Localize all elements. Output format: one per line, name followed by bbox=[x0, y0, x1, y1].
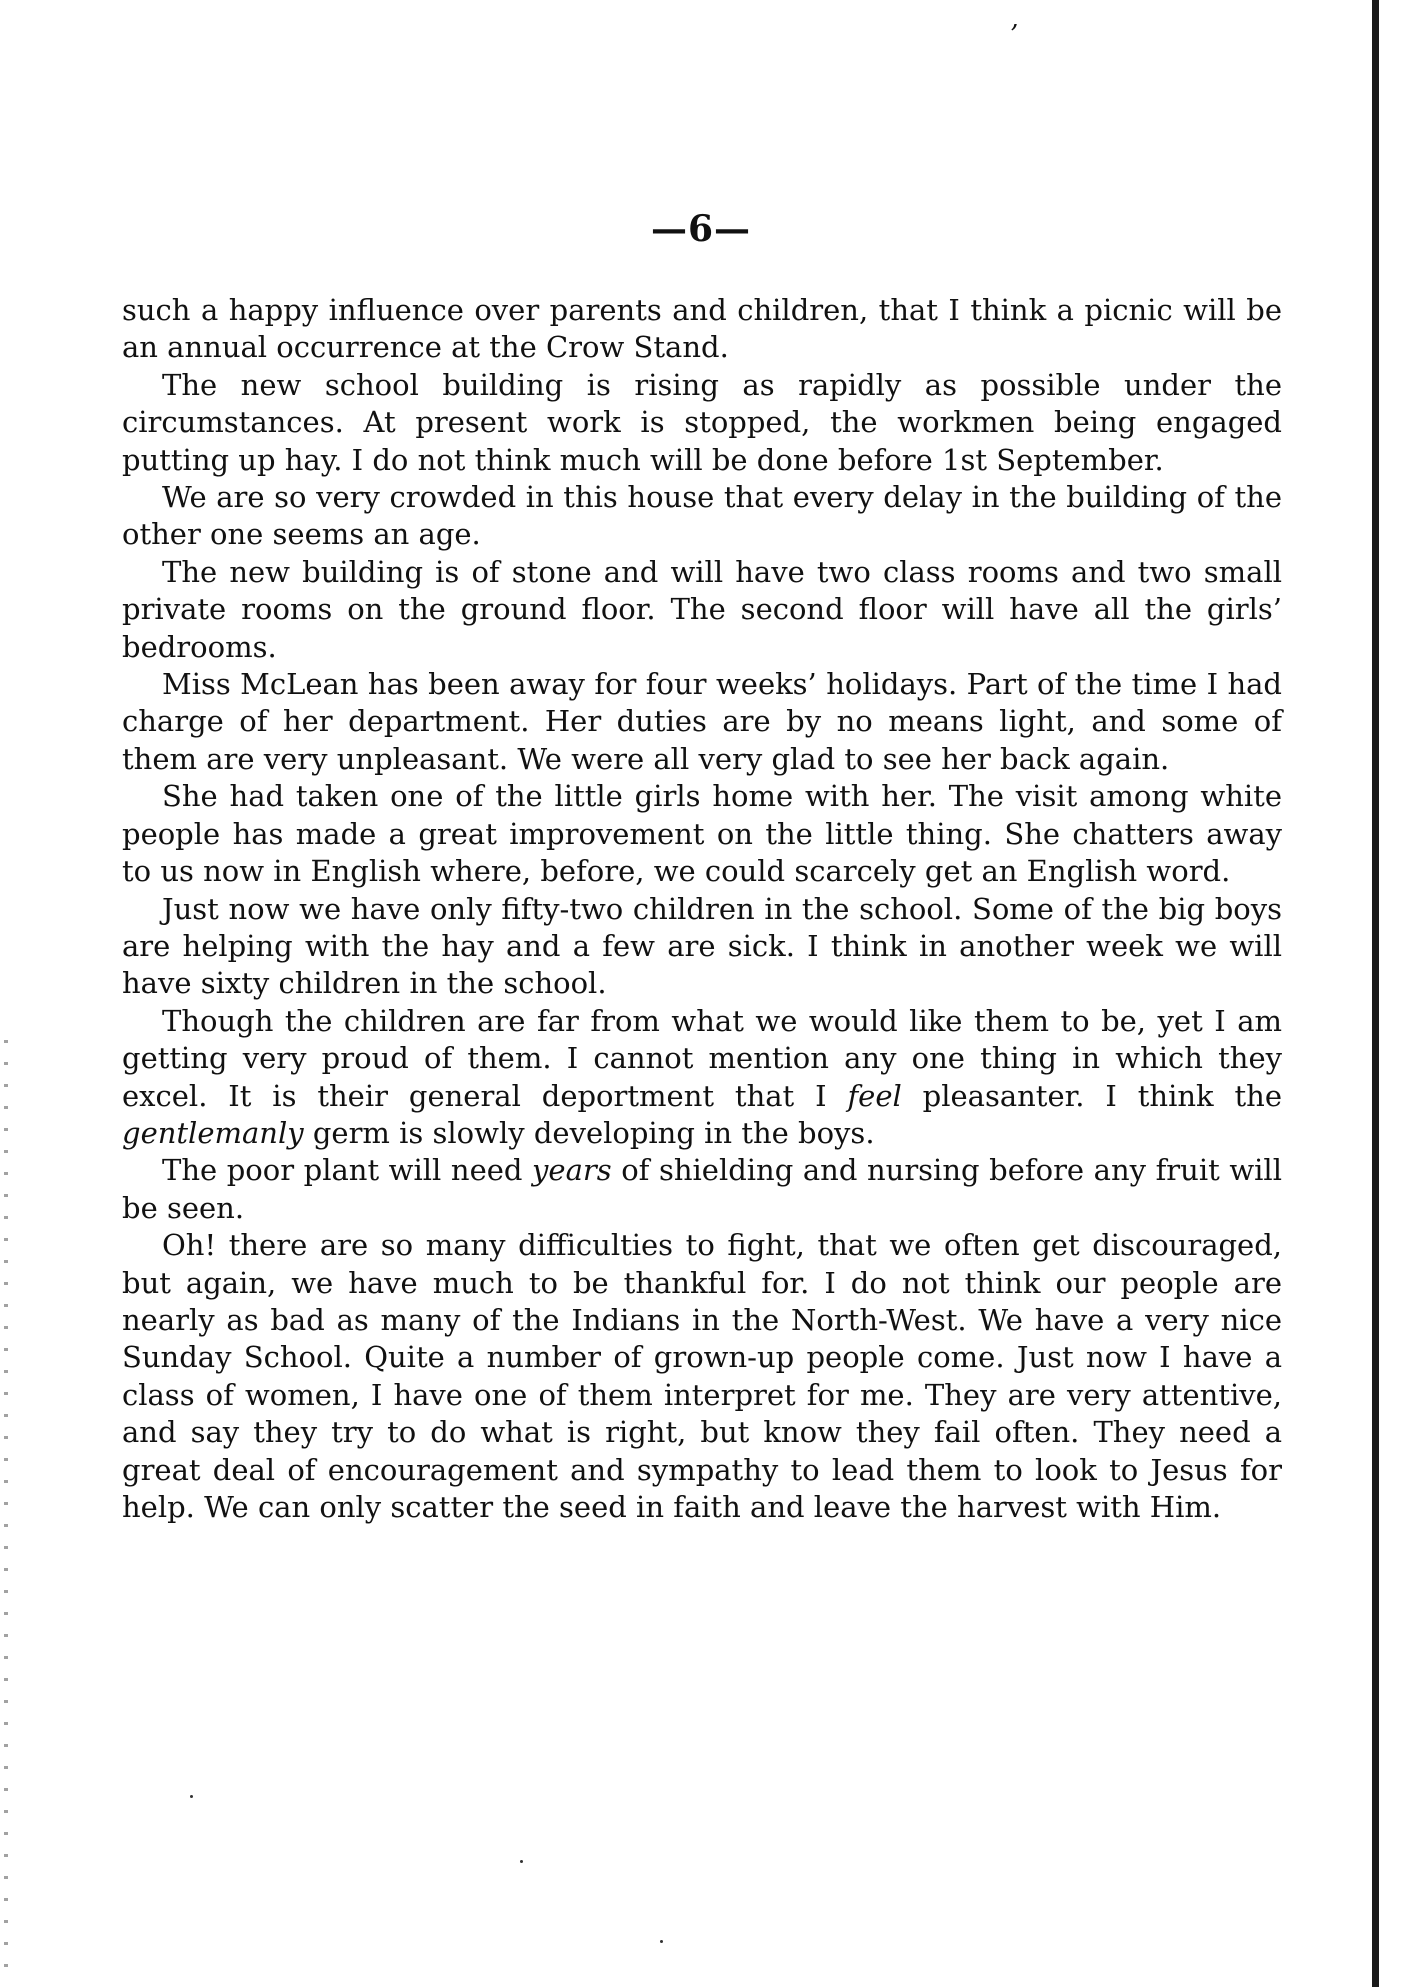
text-run: Oh! there are so many difficulties to fight, that we often get discouraged, but again, we have much to be thankful for. I do not think our people are nearly as bad as many of the Indians in the North-West. We have a very nice Sunday School. Quite a number of grown-up people come. Just now I have a class of women, I have one of them interpret for me. They are very attentive, and say they try to do what is right, but know they fail often. They need a great deal of encouragement and sympathy to lead them to look to Jesus for help. We can only scatter the seed in faith and leave the harvest with Him. bbox=[122, 1228, 1282, 1524]
italic-text: feel bbox=[847, 1078, 902, 1113]
paragraph bbox=[122, 1003, 1282, 1153]
paragraph bbox=[122, 367, 1282, 479]
paragraph bbox=[122, 479, 1282, 554]
text-run: The new school building is rising as rapidly as possible under the circumstances. At present work is stopped, the workmen being engaged putting up hay. I do not think much will be done before 1st September. bbox=[122, 367, 1282, 477]
body-text bbox=[122, 292, 1282, 1526]
text-run: germ is slowly developing in the boys. bbox=[303, 1115, 875, 1150]
text-run: such a happy influence over parents and children, that I think a picnic will be an annual occurrence at the Crow Stand. bbox=[122, 293, 1282, 365]
text-run: pleasanter. I think the bbox=[901, 1078, 1283, 1113]
scan-speck bbox=[660, 1940, 663, 1943]
paragraph bbox=[122, 891, 1282, 1003]
text-run: The poor plant will need bbox=[162, 1153, 533, 1188]
italic-text: gentlemanly bbox=[122, 1115, 304, 1150]
text-run: She had taken one of the little girls home with her. The visit among white people has made a great improvement on the little thing. She chatters away to us now in English where, before, we could scarcely get an English word. bbox=[122, 779, 1282, 889]
page-number: —6— bbox=[650, 208, 752, 250]
text-run: The new building is of stone and will have two class rooms and two small private rooms on the ground floor. The second floor will have all the girls’ bedrooms. bbox=[122, 554, 1282, 664]
text-run: Just now we have only fifty-two children in the school. Some of the big boys are helping with the hay and a few are sick. I think in another week we will have sixty children in the school. bbox=[122, 891, 1282, 1001]
page-edge-rule bbox=[1372, 0, 1379, 1987]
paragraph bbox=[122, 554, 1282, 666]
page-mark: ’ bbox=[1010, 20, 1019, 50]
text-run: We are so very crowded in this house that every delay in the building of the other one seems an age. bbox=[122, 480, 1282, 552]
paragraph bbox=[122, 1152, 1282, 1227]
text-run: Though the children are far from what we would like them to be, yet I am getting very proud of them. I cannot mention any one thing in which they excel. It is their general deportment that I bbox=[122, 1003, 1282, 1113]
scan-margin-specks bbox=[4, 1040, 8, 1980]
scan-speck bbox=[520, 1860, 523, 1863]
paragraph bbox=[122, 666, 1282, 778]
text-run: of shielding and nursing before any fruit will be seen. bbox=[122, 1153, 1282, 1225]
paragraph bbox=[122, 1227, 1282, 1526]
paragraph bbox=[122, 778, 1282, 890]
italic-text: years bbox=[532, 1153, 612, 1188]
paragraph bbox=[122, 292, 1282, 367]
scan-speck bbox=[190, 1795, 193, 1798]
text-run: Miss McLean has been away for four weeks’ holidays. Part of the time I had charge of her department. Her duties are by no means light, and some of them are very unpleasant. We were all very glad to see her back again. bbox=[122, 667, 1282, 776]
